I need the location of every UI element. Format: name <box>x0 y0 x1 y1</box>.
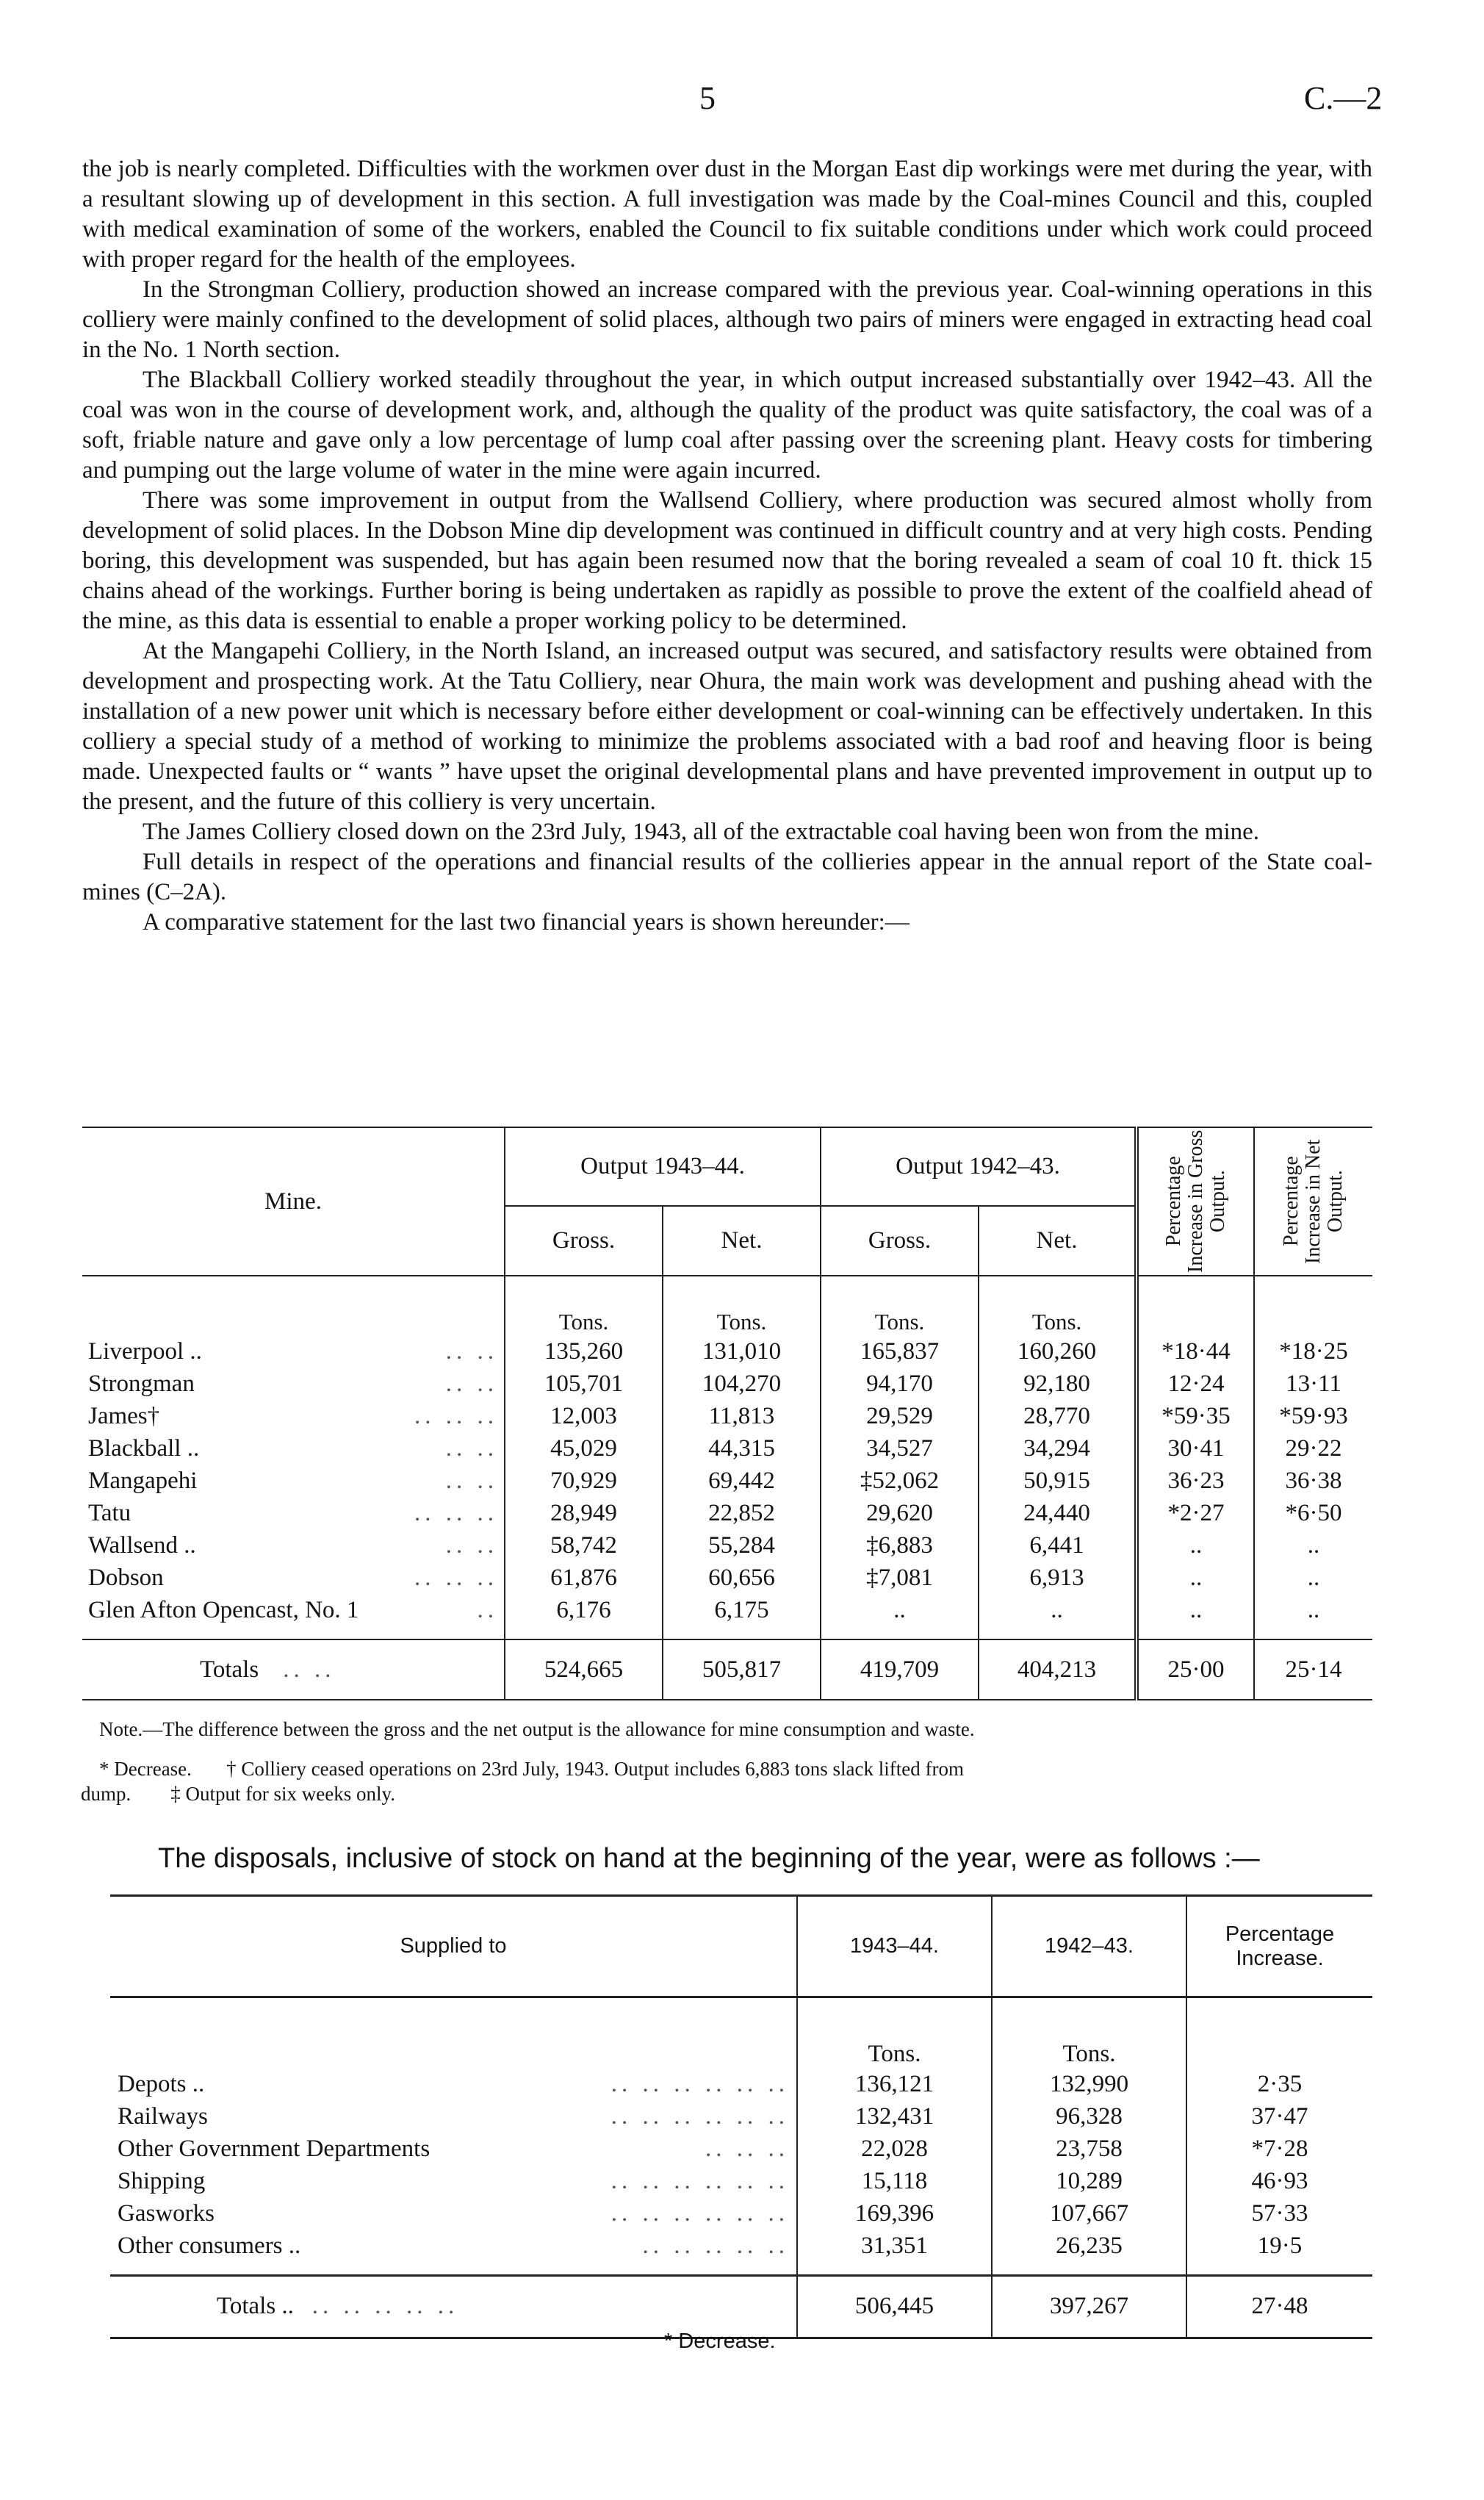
mine-cell <box>82 1594 505 1626</box>
totals-leader-dots: .. .. <box>283 1656 336 1683</box>
leader-dots: .. .. <box>445 1434 498 1462</box>
gross-1942-cell: ‡6,883 <box>821 1529 979 1562</box>
output-table <box>82 1127 1372 1700</box>
unit-label: Tons. <box>797 1997 992 2069</box>
paragraph: the job is nearly completed. Difficulties with the workmen over dust in the Morgan East dip workings were met during the year, with a resultant slowing up of development in this section. A full investigation was made by the Coal-mines Council and this, coupled with medical examination of some of the workers, enabled the Council to fix suitable conditions under which work could proceed with proper regard for the health of the employees. <box>82 156 1372 273</box>
leader-dots: .. .. .. .. .. .. <box>610 2102 789 2130</box>
value-1942-cell: 107,667 <box>992 2197 1186 2230</box>
disposals-intro: The disposals, inclusive of stock on hand at the beginning of the year, were as follows :— <box>158 1843 1260 1874</box>
disposals-table <box>110 1894 1372 2339</box>
supplied-to-cell <box>110 2165 797 2197</box>
col-header-1942: 1942–43. <box>992 1896 1186 1997</box>
totals-pct-net: 25·14 <box>1254 1639 1372 1700</box>
pct-net-cell: 36·38 <box>1254 1465 1372 1497</box>
mine-cell <box>82 1335 505 1368</box>
gross-1943-cell: 6,176 <box>505 1594 663 1626</box>
disposals-totals-row <box>110 2275 1372 2338</box>
col-header-supplied-to: Supplied to <box>400 1934 507 1958</box>
mine-name: Wallsend .. <box>88 1531 196 1559</box>
mine-name: Glen Afton Opencast, No. 1 <box>88 1596 359 1623</box>
gross-1943-cell: 58,742 <box>505 1529 663 1562</box>
value-1943-cell: 169,396 <box>797 2197 992 2230</box>
table-row <box>82 1562 1372 1594</box>
output-note: Note.—The difference between the gross and the net output is the allowance for mine consumption and waste. <box>99 1718 975 1740</box>
value-1942-cell: 26,235 <box>992 2230 1186 2262</box>
unit-label: Tons. <box>505 1276 663 1335</box>
gross-1942-cell: 34,527 <box>821 1432 979 1465</box>
col-header-output-1943: Output 1943–44. <box>505 1127 821 1206</box>
pct-gross-cell: *18·44 <box>1137 1335 1254 1368</box>
supplied-to-cell <box>110 2133 797 2165</box>
mine-name: Liverpool .. <box>88 1337 202 1365</box>
pct-cell: 57·33 <box>1186 2197 1372 2230</box>
gross-1943-cell: 70,929 <box>505 1465 663 1497</box>
pct-cell: 19·5 <box>1186 2230 1372 2262</box>
net-1942-cell: 6,441 <box>979 1529 1137 1562</box>
col-header-gross-1942: Gross. <box>821 1206 979 1276</box>
leader-dots: .. .. <box>445 1370 498 1397</box>
table-row <box>110 2230 1372 2262</box>
paragraph: The Blackball Colliery worked steadily throughout the year, in which output increased substantially over 1942–43. All the coal was won in the course of development work, and, although the quality of the product was quite satisfactory, the coal was of a soft, friable nature and gave only a low percentage of lump coal after passing over the screening plant. Heavy costs for timbering and pumping out the large volume of water in the mine were again incurred. <box>82 367 1372 484</box>
value-1943-cell: 22,028 <box>797 2133 992 2165</box>
net-1943-cell: 6,175 <box>663 1594 821 1626</box>
pct-net-cell: .. <box>1254 1594 1372 1626</box>
pct-net-cell: 29·22 <box>1254 1432 1372 1465</box>
net-1943-cell: 55,284 <box>663 1529 821 1562</box>
footer-note: * Decrease. <box>664 2330 776 2353</box>
value-1942-cell: 23,758 <box>992 2133 1186 2165</box>
supplied-to-label: Railways <box>118 2102 208 2130</box>
mine-name: Tatu <box>88 1499 132 1526</box>
mine-cell <box>82 1432 505 1465</box>
totals-leader-dots: .. .. .. .. .. <box>311 2293 459 2319</box>
paragraph: Full details in respect of the operations and financial results of the collieries appear in the annual report of the State coal-mines (C–2A). <box>82 849 1372 905</box>
net-1942-cell: 28,770 <box>979 1400 1137 1432</box>
net-1943-cell: 22,852 <box>663 1497 821 1529</box>
net-1943-cell: 44,315 <box>663 1432 821 1465</box>
paragraph: In the Strongman Colliery, production showed an increase compared with the previous year. Coal-winning operations in this colliery were mainly confined to the development of solid places, although two pairs of miners were engaged in extracting head coal in the No. 1 North section. <box>82 276 1372 363</box>
pct-gross-cell: 30·41 <box>1137 1432 1254 1465</box>
leader-dots: .. .. .. <box>414 1564 498 1591</box>
pct-gross-cell: .. <box>1137 1594 1254 1626</box>
pct-cell: 2·35 <box>1186 2068 1372 2100</box>
mine-cell <box>82 1465 505 1497</box>
leader-dots: .. .. <box>445 1531 498 1559</box>
leader-dots: .. .. .. .. .. .. <box>610 2167 789 2194</box>
net-1942-cell: 92,180 <box>979 1368 1137 1400</box>
pct-net-cell: *18·25 <box>1254 1335 1372 1368</box>
supplied-to-label: Shipping <box>118 2167 206 2194</box>
gross-1942-cell: 165,837 <box>821 1335 979 1368</box>
net-1943-cell: 60,656 <box>663 1562 821 1594</box>
totals-net-1942: 404,213 <box>979 1639 1137 1700</box>
leader-dots: .. .. .. <box>414 1402 498 1429</box>
pct-cell: 37·47 <box>1186 2100 1372 2133</box>
table-row <box>82 1368 1372 1400</box>
pct-net-cell: .. <box>1254 1529 1372 1562</box>
net-1943-cell: 11,813 <box>663 1400 821 1432</box>
col-header-1943: 1943–44. <box>797 1896 992 1997</box>
col-header-gross-1943: Gross. <box>505 1206 663 1276</box>
supplied-to-label: Gasworks <box>118 2199 215 2227</box>
table-row <box>110 2100 1372 2133</box>
leader-dots: .. <box>477 1596 498 1623</box>
supplied-to-label: Depots .. <box>118 2070 205 2097</box>
gross-1942-cell: 29,620 <box>821 1497 979 1529</box>
leader-dots: .. .. .. .. .. <box>642 2232 789 2259</box>
leader-dots: .. .. <box>445 1337 498 1365</box>
table-row <box>110 2165 1372 2197</box>
net-1943-cell: 131,010 <box>663 1335 821 1368</box>
net-1943-cell: 69,442 <box>663 1465 821 1497</box>
body-text <box>82 154 1372 938</box>
totals-label <box>82 1639 505 1700</box>
gross-1943-cell: 105,701 <box>505 1368 663 1400</box>
supplied-to-cell <box>110 2100 797 2133</box>
gross-1942-cell: 29,529 <box>821 1400 979 1432</box>
output-totals-row <box>82 1639 1372 1700</box>
unit-label: Tons. <box>979 1276 1137 1335</box>
gross-1942-cell: 94,170 <box>821 1368 979 1400</box>
net-1942-cell: 160,260 <box>979 1335 1137 1368</box>
leader-dots: .. .. .. .. .. .. <box>610 2070 789 2097</box>
supplied-to-label: Other consumers .. <box>118 2232 301 2259</box>
pct-net-cell: *6·50 <box>1254 1497 1372 1529</box>
col-header-pct-increase: Percentage Increase. <box>1186 1896 1372 1997</box>
totals-label-text: Totals <box>200 1656 259 1683</box>
totals-net-1943: 505,817 <box>663 1639 821 1700</box>
supplied-to-cell <box>110 2068 797 2100</box>
page-number: 5 <box>699 80 716 116</box>
col-header-pct-net <box>1254 1127 1372 1276</box>
mine-cell <box>82 1368 505 1400</box>
pct-net-cell: .. <box>1254 1562 1372 1594</box>
totals-label-text: Totals .. <box>217 2293 294 2319</box>
table-row <box>82 1335 1372 1368</box>
paragraph: A comparative statement for the last two financial years is shown hereunder:— <box>143 909 910 935</box>
table-row <box>82 1432 1372 1465</box>
footnote-line: * Decrease. † Colliery ceased operations on 23rd July, 1943. Output includes 6,883 tons slack lifted from <box>99 1758 964 1780</box>
paragraph: The James Colliery closed down on the 23rd July, 1943, all of the extractable coal having been won from the mine. <box>143 819 1260 845</box>
pct-gross-label: Percentage Increase in Gross Output. <box>1162 1129 1229 1274</box>
col-header-pct-gross <box>1137 1127 1254 1276</box>
net-1942-cell: 6,913 <box>979 1562 1137 1594</box>
pct-gross-cell: .. <box>1137 1529 1254 1562</box>
gross-1943-cell: 45,029 <box>505 1432 663 1465</box>
footnote-line: dump. ‡ Output for six weeks only. <box>81 1783 395 1805</box>
mine-name: Dobson <box>88 1564 164 1591</box>
supplied-to-cell <box>110 2230 797 2262</box>
totals-pct: 27·48 <box>1186 2275 1372 2338</box>
totals-pct-gross: 25·00 <box>1137 1639 1254 1700</box>
leader-dots: .. .. .. <box>705 2135 789 2162</box>
table-row <box>110 2197 1372 2230</box>
pct-gross-cell: .. <box>1137 1562 1254 1594</box>
paragraph: There was some improvement in output from the Wallsend Colliery, where production was secured almost wholly from development of solid places. In the Dobson Mine dip development was continued in difficult country and at very high costs. Pending boring, this development was suspended, but has again been resumed now that the boring revealed a seam of coal 10 ft. thick 15 chains ahead of the workings. Further boring is being undertaken as rapidly as possible to prove the extent of the coalfield ahead of the mine, as this data is essential to enable a proper working policy to be determined. <box>82 487 1372 634</box>
table-row <box>82 1465 1372 1497</box>
gross-1943-cell: 28,949 <box>505 1497 663 1529</box>
table-row <box>82 1529 1372 1562</box>
pct-cell: *7·28 <box>1186 2133 1372 2165</box>
mine-name: Mangapehi <box>88 1467 198 1494</box>
gross-1942-cell: ‡7,081 <box>821 1562 979 1594</box>
unit-label: Tons. <box>663 1276 821 1335</box>
supplied-to-label: Other Government Departments <box>118 2135 431 2162</box>
gross-1943-cell: 135,260 <box>505 1335 663 1368</box>
totals-1943: 506,445 <box>797 2275 992 2338</box>
gross-1942-cell: .. <box>821 1594 979 1626</box>
value-1942-cell: 132,990 <box>992 2068 1186 2100</box>
output-footnotes <box>81 1756 1374 1806</box>
document-reference: C.—2 <box>1304 80 1383 116</box>
value-1943-cell: 136,121 <box>797 2068 992 2100</box>
pct-gross-cell: 36·23 <box>1137 1465 1254 1497</box>
net-1942-cell: 34,294 <box>979 1432 1137 1465</box>
pct-net-cell: 13·11 <box>1254 1368 1372 1400</box>
mine-cell <box>82 1562 505 1594</box>
totals-1942: 397,267 <box>992 2275 1186 2338</box>
pct-gross-cell: 12·24 <box>1137 1368 1254 1400</box>
value-1943-cell: 15,118 <box>797 2165 992 2197</box>
net-1943-cell: 104,270 <box>663 1368 821 1400</box>
unit-label: Tons. <box>992 1997 1186 2069</box>
value-1942-cell: 10,289 <box>992 2165 1186 2197</box>
mine-name: James† <box>88 1402 160 1429</box>
totals-label <box>110 2275 797 2338</box>
mine-cell <box>82 1529 505 1562</box>
unit-label: Tons. <box>821 1276 979 1335</box>
table-row <box>110 2068 1372 2100</box>
mine-name: Strongman <box>88 1370 195 1397</box>
pct-gross-cell: *2·27 <box>1137 1497 1254 1529</box>
gross-1943-cell: 12,003 <box>505 1400 663 1432</box>
pct-net-cell: *59·93 <box>1254 1400 1372 1432</box>
col-header-output-1942: Output 1942–43. <box>821 1127 1137 1206</box>
table-row <box>82 1497 1372 1529</box>
value-1942-cell: 96,328 <box>992 2100 1186 2133</box>
pct-net-label: Percentage Increase in Net Output. <box>1280 1139 1347 1264</box>
totals-gross-1942: 419,709 <box>821 1639 979 1700</box>
col-header-mine: Mine. <box>82 1127 505 1276</box>
gross-1943-cell: 61,876 <box>505 1562 663 1594</box>
net-1942-cell: .. <box>979 1594 1137 1626</box>
mine-cell <box>82 1400 505 1432</box>
table-row <box>110 2133 1372 2165</box>
table-row <box>82 1400 1372 1432</box>
net-1942-cell: 50,915 <box>979 1465 1137 1497</box>
value-1943-cell: 132,431 <box>797 2100 992 2133</box>
col-header-net-1943: Net. <box>663 1206 821 1276</box>
col-header-net-1942: Net. <box>979 1206 1137 1276</box>
paragraph: At the Mangapehi Colliery, in the North Island, an increased output was secured, and satisfactory results were obtained from development and prospecting work. At the Tatu Colliery, near Ohura, the main work was development and pushing ahead with the installation of a new power unit which is necessary before either development or coal-winning can be effectively undertaken. In this colliery a special study of a method of working to minimize the problems associated with a bad roof and heaving floor is being made. Unexpected faults or “ wants ” have upset the original developmental plans and have prevented improvement in output up to the present, and the future of this colliery is very uncertain. <box>82 638 1372 815</box>
totals-gross-1943: 524,665 <box>505 1639 663 1700</box>
leader-dots: .. .. <box>445 1467 498 1494</box>
leader-dots: .. .. .. <box>414 1499 498 1526</box>
leader-dots: .. .. .. .. .. .. <box>610 2199 789 2227</box>
net-1942-cell: 24,440 <box>979 1497 1137 1529</box>
supplied-to-cell <box>110 2197 797 2230</box>
pct-cell: 46·93 <box>1186 2165 1372 2197</box>
value-1943-cell: 31,351 <box>797 2230 992 2262</box>
mine-cell <box>82 1497 505 1529</box>
gross-1942-cell: ‡52,062 <box>821 1465 979 1497</box>
pct-gross-cell: *59·35 <box>1137 1400 1254 1432</box>
table-row <box>82 1594 1372 1626</box>
mine-name: Blackball .. <box>88 1434 200 1462</box>
